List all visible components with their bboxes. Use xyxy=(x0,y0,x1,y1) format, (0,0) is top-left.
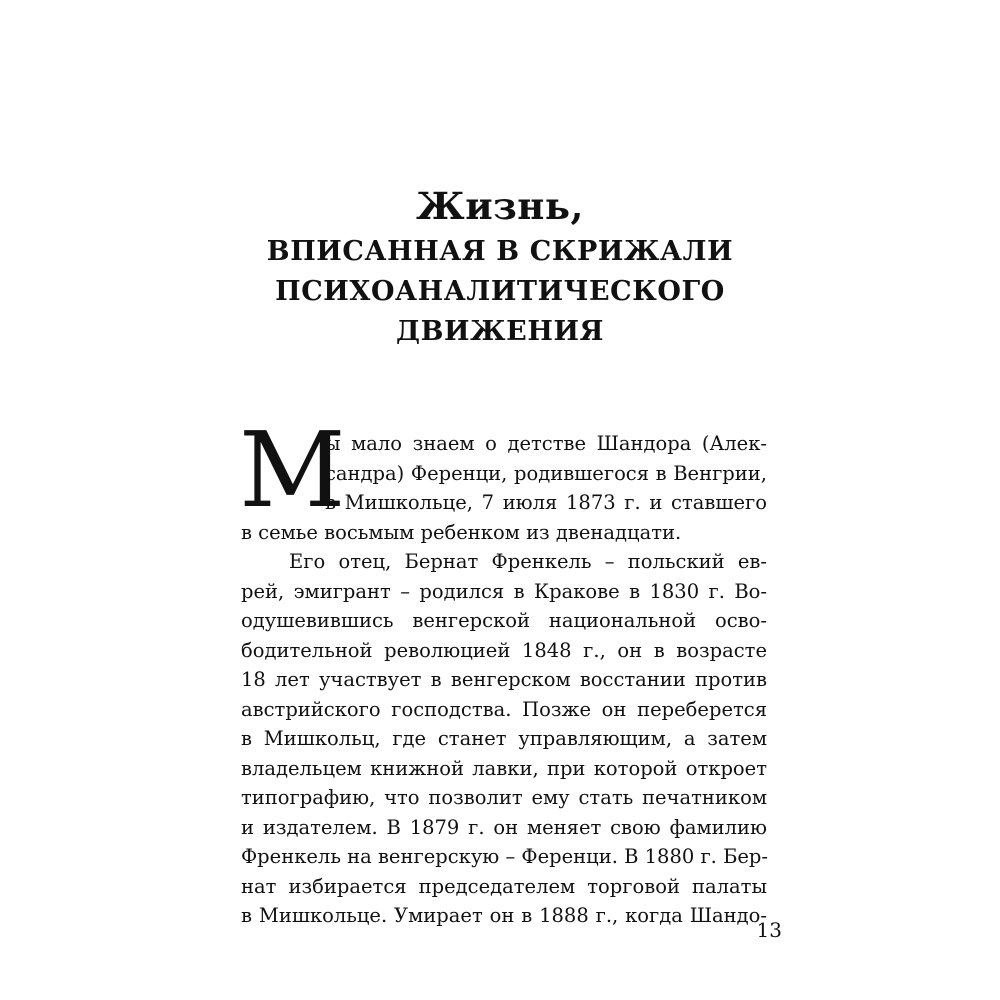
text-line: в Мишкольце, 7 июля 1873 г. и ставшего xyxy=(325,491,767,514)
text-line: бодительной революцией 1848 г., он в возрасте xyxy=(241,638,767,662)
text-line: 18 лет участвует в венгерском восстании против xyxy=(241,668,767,691)
chapter-title-line-2: ПСИХОАНАЛИТИЧЕСКОГО xyxy=(275,276,725,307)
text-line: владельцем книжной лавки, при которой откроет xyxy=(241,756,767,780)
text-line: Его отец, Бернат Френкель – польский ев- xyxy=(289,550,767,573)
page-number: 13 xyxy=(756,918,782,942)
chapter-title-main: Жизнь, xyxy=(416,184,584,228)
text-line: и издателем. В 1879 г. он меняет свою фамилию xyxy=(241,815,767,839)
text-line: нат избирается председателем торговой палаты xyxy=(241,874,767,898)
text-line: в семье восьмым ребенком из двенадцати. xyxy=(241,520,682,544)
body-text xyxy=(239,409,769,931)
text-line: рей, эмигрант – родился в Кракове в 1830 г. Во- xyxy=(241,579,767,603)
text-line: в Мишкольце. Умирает он в 1888 г., когда Шандо- xyxy=(241,904,767,927)
chapter-title-line-3: ДВИЖЕНИЯ xyxy=(396,316,604,347)
text-line: австрийского господства. Позже он переберется xyxy=(241,697,767,721)
chapter-title xyxy=(0,180,1000,352)
text-line: в Мишкольц, где станет управляющим, а затем xyxy=(241,727,767,750)
drop-cap: М xyxy=(239,409,346,531)
chapter-title-line-1: ВПИСАННАЯ В СКРИЖАЛИ xyxy=(266,236,734,267)
text-line: сандра) Ференци, родившегося в Венгрии, xyxy=(325,461,767,485)
text-line: одушевившись венгерской национальной осво- xyxy=(241,609,767,632)
text-line: ы мало знаем о детстве Шандора (Алек- xyxy=(325,432,767,455)
text-line: Френкель на венгерскую – Ференци. В 1880 г. Бер- xyxy=(241,845,769,868)
text-line: типографию, что позволит ему стать печатником xyxy=(241,786,767,809)
